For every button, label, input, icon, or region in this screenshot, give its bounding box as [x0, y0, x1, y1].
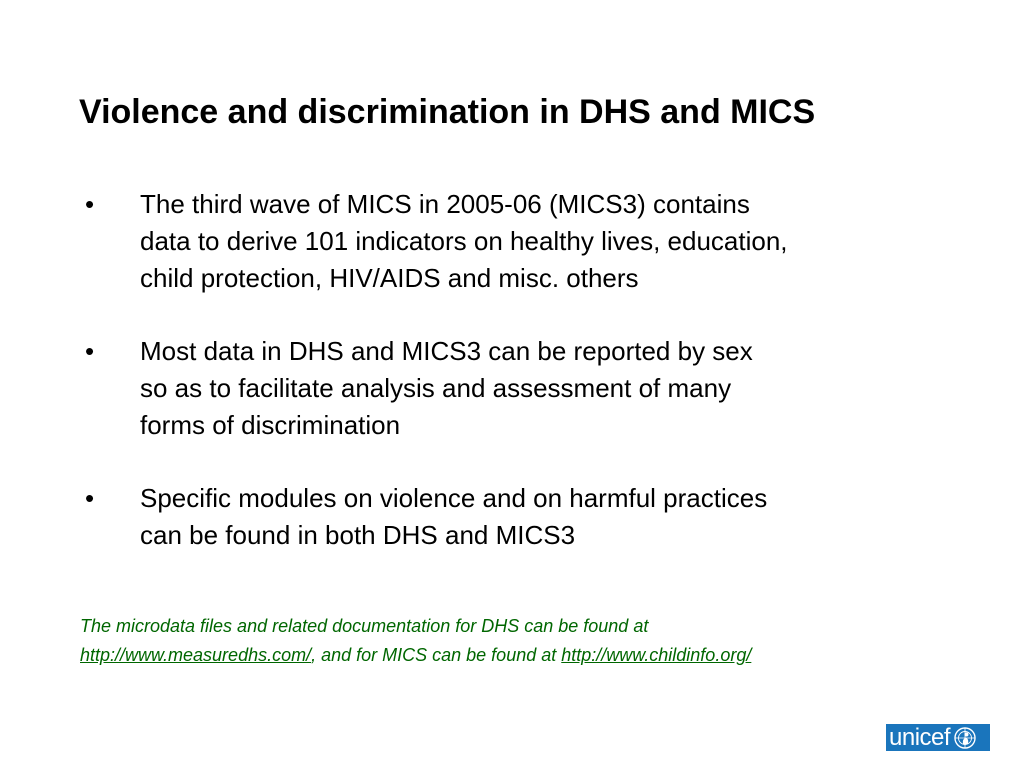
slide-title: Violence and discrimination in DHS and MICS [79, 93, 816, 131]
bullet-line: Specific modules on violence and on harmful practices [140, 483, 768, 513]
bullet-list [85, 186, 955, 590]
unicef-emblem-icon [954, 727, 976, 749]
logo-text: unicef [889, 724, 951, 751]
mics-link[interactable]: http://www.childinfo.org/ [561, 645, 752, 665]
bullet-text [140, 333, 940, 444]
bullet-item [85, 186, 955, 297]
bullet-line: child protection, HIV/AIDS and misc. others [140, 263, 639, 293]
footnote-line1: The microdata files and related documentation for DHS can be found at [80, 616, 649, 636]
bullet-marker: • [85, 336, 95, 366]
bullet-item [85, 333, 955, 444]
bullet-line: can be found in both DHS and MICS3 [140, 520, 576, 550]
bullet-line: so as to facilitate analysis and assessment of many [140, 373, 732, 403]
bullet-text [140, 480, 940, 554]
unicef-logo [886, 724, 990, 751]
bullet-line: The third wave of MICS in 2005-06 (MICS3) contains [140, 189, 750, 219]
bullet-line: forms of discrimination [140, 410, 401, 440]
bullet-marker: • [85, 189, 95, 219]
bullet-item [85, 480, 955, 554]
footnote [80, 612, 1000, 670]
footnote-middle: , and for MICS can be found at [311, 645, 562, 665]
bullet-marker: • [85, 483, 95, 513]
bullet-text [140, 186, 940, 297]
dhs-link[interactable]: http://www.measuredhs.com/ [80, 645, 312, 665]
bullet-line: Most data in DHS and MICS3 can be reported by sex [140, 336, 753, 366]
bullet-line: data to derive 101 indicators on healthy lives, education, [140, 226, 788, 256]
